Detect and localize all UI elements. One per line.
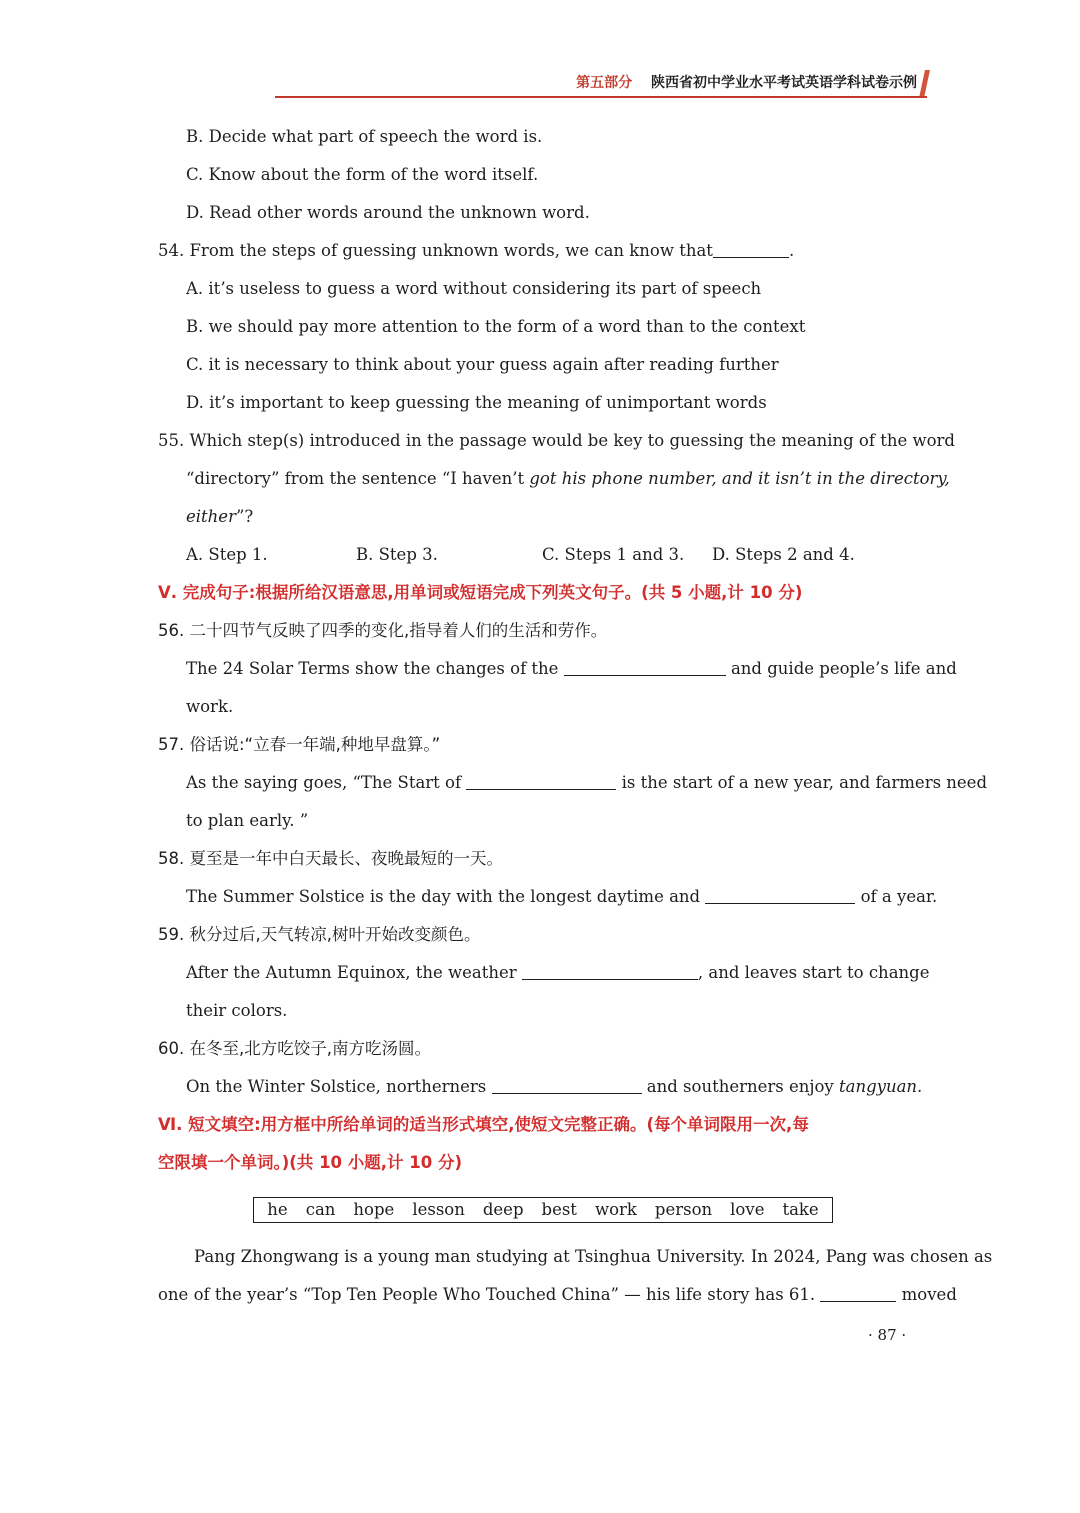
answer-blank[interactable] <box>492 1075 642 1094</box>
q58-english-a: The Summer Solstice is the day with the longest daytime and <box>186 887 701 906</box>
q58-english <box>158 878 938 916</box>
q57-english <box>158 764 988 802</box>
section-5-title: Ⅴ. 完成句子:根据所给汉语意思,用单词或短语完成下列英文句子。(共 5 小题,计 10 分) <box>158 583 803 602</box>
word-bank-item: best <box>541 1200 577 1219</box>
q54-option-a: A. it’s useless to guess a word without considering its part of speech <box>186 279 762 298</box>
word-bank-item: deep <box>482 1200 524 1219</box>
q57-english-c: to plan early. ” <box>186 811 309 830</box>
q56-english <box>158 650 957 688</box>
q56-chinese: 56. 二十四节气反映了四季的变化,指导着人们的生活和劳作。 <box>158 621 608 640</box>
answer-blank[interactable] <box>705 885 855 904</box>
passage-line-2 <box>158 1276 957 1314</box>
q53-option-b: B. Decide what part of speech the word is. <box>186 127 543 146</box>
q55-option-d: D. Steps 2 and 4. <box>712 545 855 564</box>
section-6-title-line-1: Ⅵ. 短文填空:用方框中所给单词的适当形式填空,使短文完整正确。(每个单词限用一次,每 <box>158 1115 809 1134</box>
answer-blank[interactable] <box>466 771 616 790</box>
q57-english-a: As the saying goes, “The Start of <box>186 773 462 792</box>
q60-english-italic: tangyuan. <box>838 1077 923 1096</box>
word-bank-item: work <box>594 1200 637 1219</box>
section-6-title-line-2: 空限填一个单词。)(共 10 小题,计 10 分) <box>158 1153 463 1172</box>
header-title: 陕西省初中学业水平考试英语学科试卷示例 <box>651 75 917 91</box>
word-bank-item: hope <box>353 1200 395 1219</box>
q59-chinese: 59. 秋分过后,天气转凉,树叶开始改变颜色。 <box>158 925 481 944</box>
word-bank-item: love <box>730 1200 765 1219</box>
word-bank-item: person <box>654 1200 713 1219</box>
q56-english-a: The 24 Solar Terms show the changes of the <box>186 659 559 678</box>
word-bank-item: he <box>267 1200 288 1219</box>
q55-line-2 <box>158 460 950 498</box>
q55-quote-end-italic: either <box>186 507 236 526</box>
q56-english-b: and guide people’s life and <box>730 659 957 678</box>
word-bank-item: can <box>305 1200 336 1219</box>
answer-blank[interactable] <box>564 657 726 676</box>
answer-blank[interactable] <box>820 1283 896 1302</box>
word-bank-item: take <box>782 1200 819 1219</box>
q58-chinese: 58. 夏至是一年中白天最长、夜晚最短的一天。 <box>158 849 503 868</box>
word-bank <box>158 1182 928 1238</box>
passage-line-2-a: one of the year’s “Top Ten People Who Touched China” — his life story has 61. <box>158 1285 816 1304</box>
q55-quote-italic: got his phone number, and it isn’t in the directory, <box>529 469 950 488</box>
page-content <box>158 118 993 1314</box>
q55-line-1: 55. Which step(s) introduced in the passage would be key to guessing the meaning of the word <box>158 431 955 450</box>
q59-english <box>158 954 928 992</box>
q54-option-b: B. we should pay more attention to the form of a word than to the context <box>186 317 806 336</box>
q54-stem <box>158 232 928 270</box>
q56-english-c: work. <box>186 697 234 716</box>
q57-english-b: is the start of a new year, and farmers need <box>621 773 988 792</box>
q57-chinese: 57. 俗话说:“立春一年端,种地早盘算。” <box>158 735 441 754</box>
answer-blank[interactable] <box>522 961 698 980</box>
word-box <box>253 1197 832 1223</box>
q54-stem-text: 54. From the steps of guessing unknown words, we can know that <box>158 241 713 260</box>
header-section: 第五部分 <box>576 75 633 91</box>
q55-option-a: A. Step 1. <box>186 545 268 564</box>
q54-stem-end: . <box>788 241 795 260</box>
q55-line-3 <box>158 498 928 536</box>
q58-english-b: of a year. <box>860 887 938 906</box>
q60-english-b: and southerners enjoy <box>646 1077 834 1096</box>
q55-line-3-end: ”? <box>235 507 254 526</box>
header-text <box>576 72 917 92</box>
q53-option-d: D. Read other words around the unknown word. <box>186 203 590 222</box>
q55-option-c: C. Steps 1 and 3. <box>542 545 685 564</box>
q59-english-b: , and leaves start to change <box>697 963 930 982</box>
word-bank-item: lesson <box>412 1200 465 1219</box>
q55-option-b: B. Step 3. <box>356 545 438 564</box>
header-decoration <box>919 70 930 98</box>
page-number: · 87 · <box>868 1326 907 1344</box>
running-header <box>275 68 927 98</box>
passage-line-2-b: moved <box>901 1285 957 1304</box>
q54-option-d: D. it’s important to keep guessing the meaning of unimportant words <box>186 393 767 412</box>
q55-line-2-a: “directory” from the sentence “I haven’t <box>186 469 525 488</box>
q60-english-a: On the Winter Solstice, northerners <box>186 1077 487 1096</box>
passage-line-1: Pang Zhongwang is a young man studying at Tsinghua University. In 2024, Pang was chosen as <box>194 1247 993 1266</box>
q55-options <box>158 536 928 574</box>
header-rule <box>275 96 927 98</box>
q60-english <box>158 1068 928 1106</box>
q53-option-c: C. Know about the form of the word itself. <box>186 165 539 184</box>
q60-chinese: 60. 在冬至,北方吃饺子,南方吃汤圆。 <box>158 1039 431 1058</box>
q59-english-c: their colors. <box>186 1001 288 1020</box>
q59-english-a: After the Autumn Equinox, the weather <box>186 963 517 982</box>
answer-blank[interactable] <box>713 239 789 258</box>
q54-option-c: C. it is necessary to think about your guess again after reading further <box>186 355 779 374</box>
